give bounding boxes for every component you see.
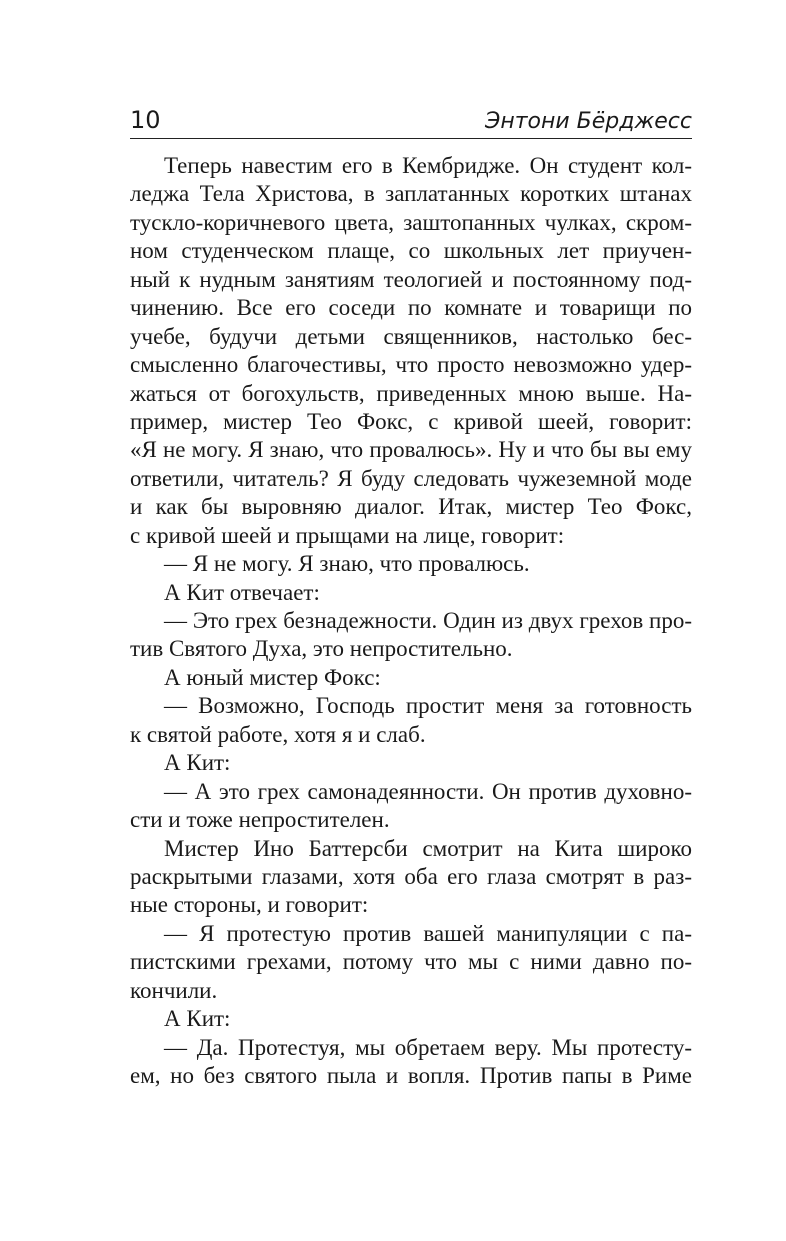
text-line: к святой работе, хотя я и слаб. [130,721,426,747]
text-line: смысленно благочестивы, что просто невозможно удер- [130,352,692,378]
text-line: А юный мистер Фокс: [164,664,381,690]
paragraph [130,152,692,550]
paragraph [130,1034,692,1091]
page-number: 10 [130,106,161,134]
text-line: тив Святого Духа, это непростительно. [130,636,513,662]
text-line: и как бы выровняю диалог. Итак, мистер Тео Фокс, [130,494,692,520]
text-line: жаться от богохульств, приведенных мною выше. На- [130,380,692,406]
paragraph [130,550,692,578]
text-line: — А это грех самонадеянности. Он против духовно- [164,778,692,804]
text-line: леджа Тела Христова, в заплатанных коротких штанах [130,181,692,207]
text-line: с кривой шеей и прыщами на лице, говорит: [130,522,565,548]
text-line: — Возможно, Господь простит меня за готовность [164,693,692,719]
text-line: сти и тоже непростителен. [130,807,390,833]
paragraph [130,920,692,1005]
text-line: ный к нудным занятиям теологией и постоянному под- [130,266,692,292]
text-line: пример, мистер Тео Фокс, с кривой шеей, говорит: [130,408,692,434]
text-line: чинению. Все его соседи по комнате и товарищи по [130,295,692,321]
text-line: — Я не могу. Я знаю, что провалюсь. [164,551,530,577]
paragraph [130,749,692,777]
text-line: — Это грех безнадежности. Один из двух грехов про- [164,608,692,633]
text-line: «Я не могу. Я знаю, что провалюсь». Ну и что бы вы ему [130,437,692,463]
running-title: Энтони Бёрджесс [484,109,692,134]
text-line: ном студенческом плаще, со школьных лет приучен- [130,238,692,264]
paragraph [130,778,692,835]
text-line: учебе, будучи детьми священников, настолько бес- [130,323,692,349]
page-header [130,104,692,139]
text-line: ответили, читатель? Я буду следовать чужеземной моде [130,465,692,491]
text-line: А Кит: [164,750,231,776]
paragraph [130,1005,692,1033]
text-line: пистскими грехами, потому что мы с ними давно по- [130,949,692,975]
text-line: тускло-коричневого цвета, заштопанных чулках, скром- [130,209,692,235]
text-body [130,152,692,1090]
text-line: ные стороны, и говорит: [130,892,369,918]
text-line: кончили. [130,977,218,1003]
paragraph [130,579,692,607]
text-line: ем, но без святого пыла и вопля. Против папы в Риме [130,1063,692,1088]
paragraph [130,692,692,749]
text-line: А Кит отвечает: [164,579,320,605]
paragraph [130,607,692,664]
text-line: А Кит: [164,1006,231,1032]
text-line: Мистер Ино Баттерсби смотрит на Кита широко [164,835,692,861]
text-line: — Да. Протестуя, мы обретаем веру. Мы протесту- [164,1034,692,1060]
paragraph [130,835,692,920]
text-line: Теперь навестим его в Кембридже. Он студент кол- [164,153,692,178]
text-line: раскрытыми глазами, хотя оба его глаза смотрят в раз- [130,863,692,889]
paragraph [130,664,692,692]
text-line: — Я протестую против вашей манипуляции с па- [164,920,692,946]
